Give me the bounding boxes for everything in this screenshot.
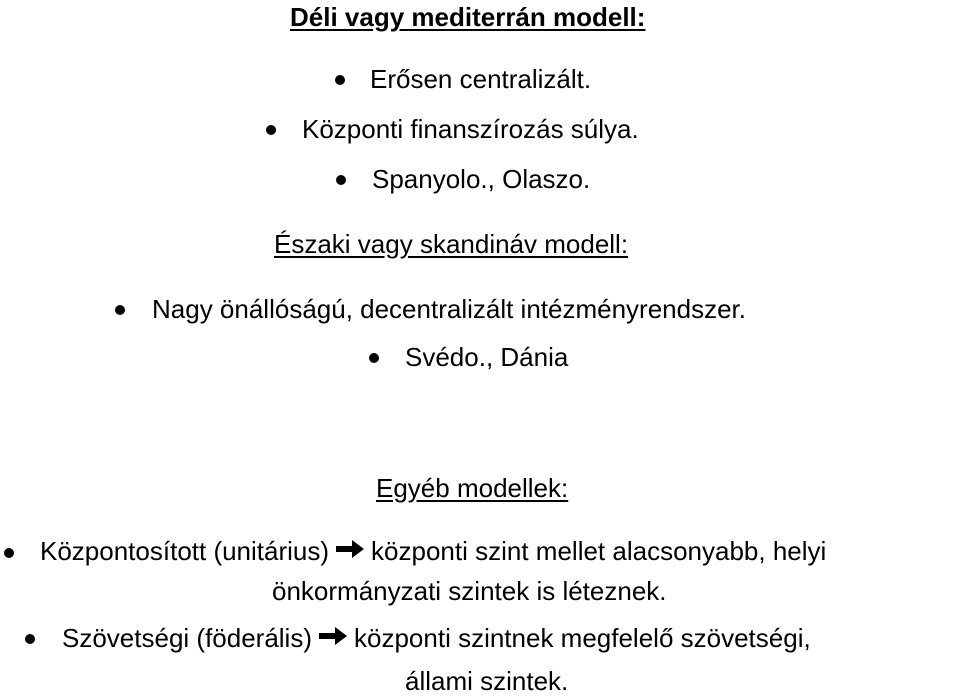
other-item-2-desc-line2: állami szintek. (405, 666, 569, 696)
other-item-2-term: Szövetségi (föderális) (62, 623, 312, 653)
bullet-icon (115, 305, 125, 315)
north-model-heading: Északi vagy skandináv modell: (274, 229, 629, 259)
other-item-2-line1 (62, 625, 811, 655)
bullet-icon (4, 548, 14, 558)
other-item-1-desc-line1: központi szint mellet alacsonyabb, helyi (371, 536, 827, 566)
arrow-right-icon (335, 538, 365, 564)
other-item-1-term: Központosított (unitárius) (40, 536, 330, 566)
arrow-right-icon (318, 625, 348, 651)
bullet-icon (369, 353, 379, 363)
south-model-heading: Déli vagy mediterrán modell: (290, 2, 646, 32)
bullet-icon (335, 75, 345, 85)
other-item-2-desc-line1: központi szintnek megfelelő szövetségi, (354, 623, 811, 653)
bullet-icon (336, 175, 346, 185)
other-item-1-desc-line2: önkormányzati szintek is léteznek. (272, 576, 667, 606)
north-item-1: Nagy önállóságú, decentralizált intézményrendszer. (152, 294, 747, 324)
bullet-icon (25, 634, 35, 644)
south-item-3: Spanyolo., Olaszo. (372, 164, 591, 194)
south-item-1: Erősen centralizált. (370, 64, 592, 94)
other-item-1-line1 (40, 538, 826, 568)
south-item-2: Központi finanszírozás súlya. (302, 114, 639, 144)
other-models-heading: Egyéb modellek: (376, 473, 569, 503)
bullet-icon (266, 125, 276, 135)
north-item-2: Svédo., Dánia (405, 342, 569, 372)
